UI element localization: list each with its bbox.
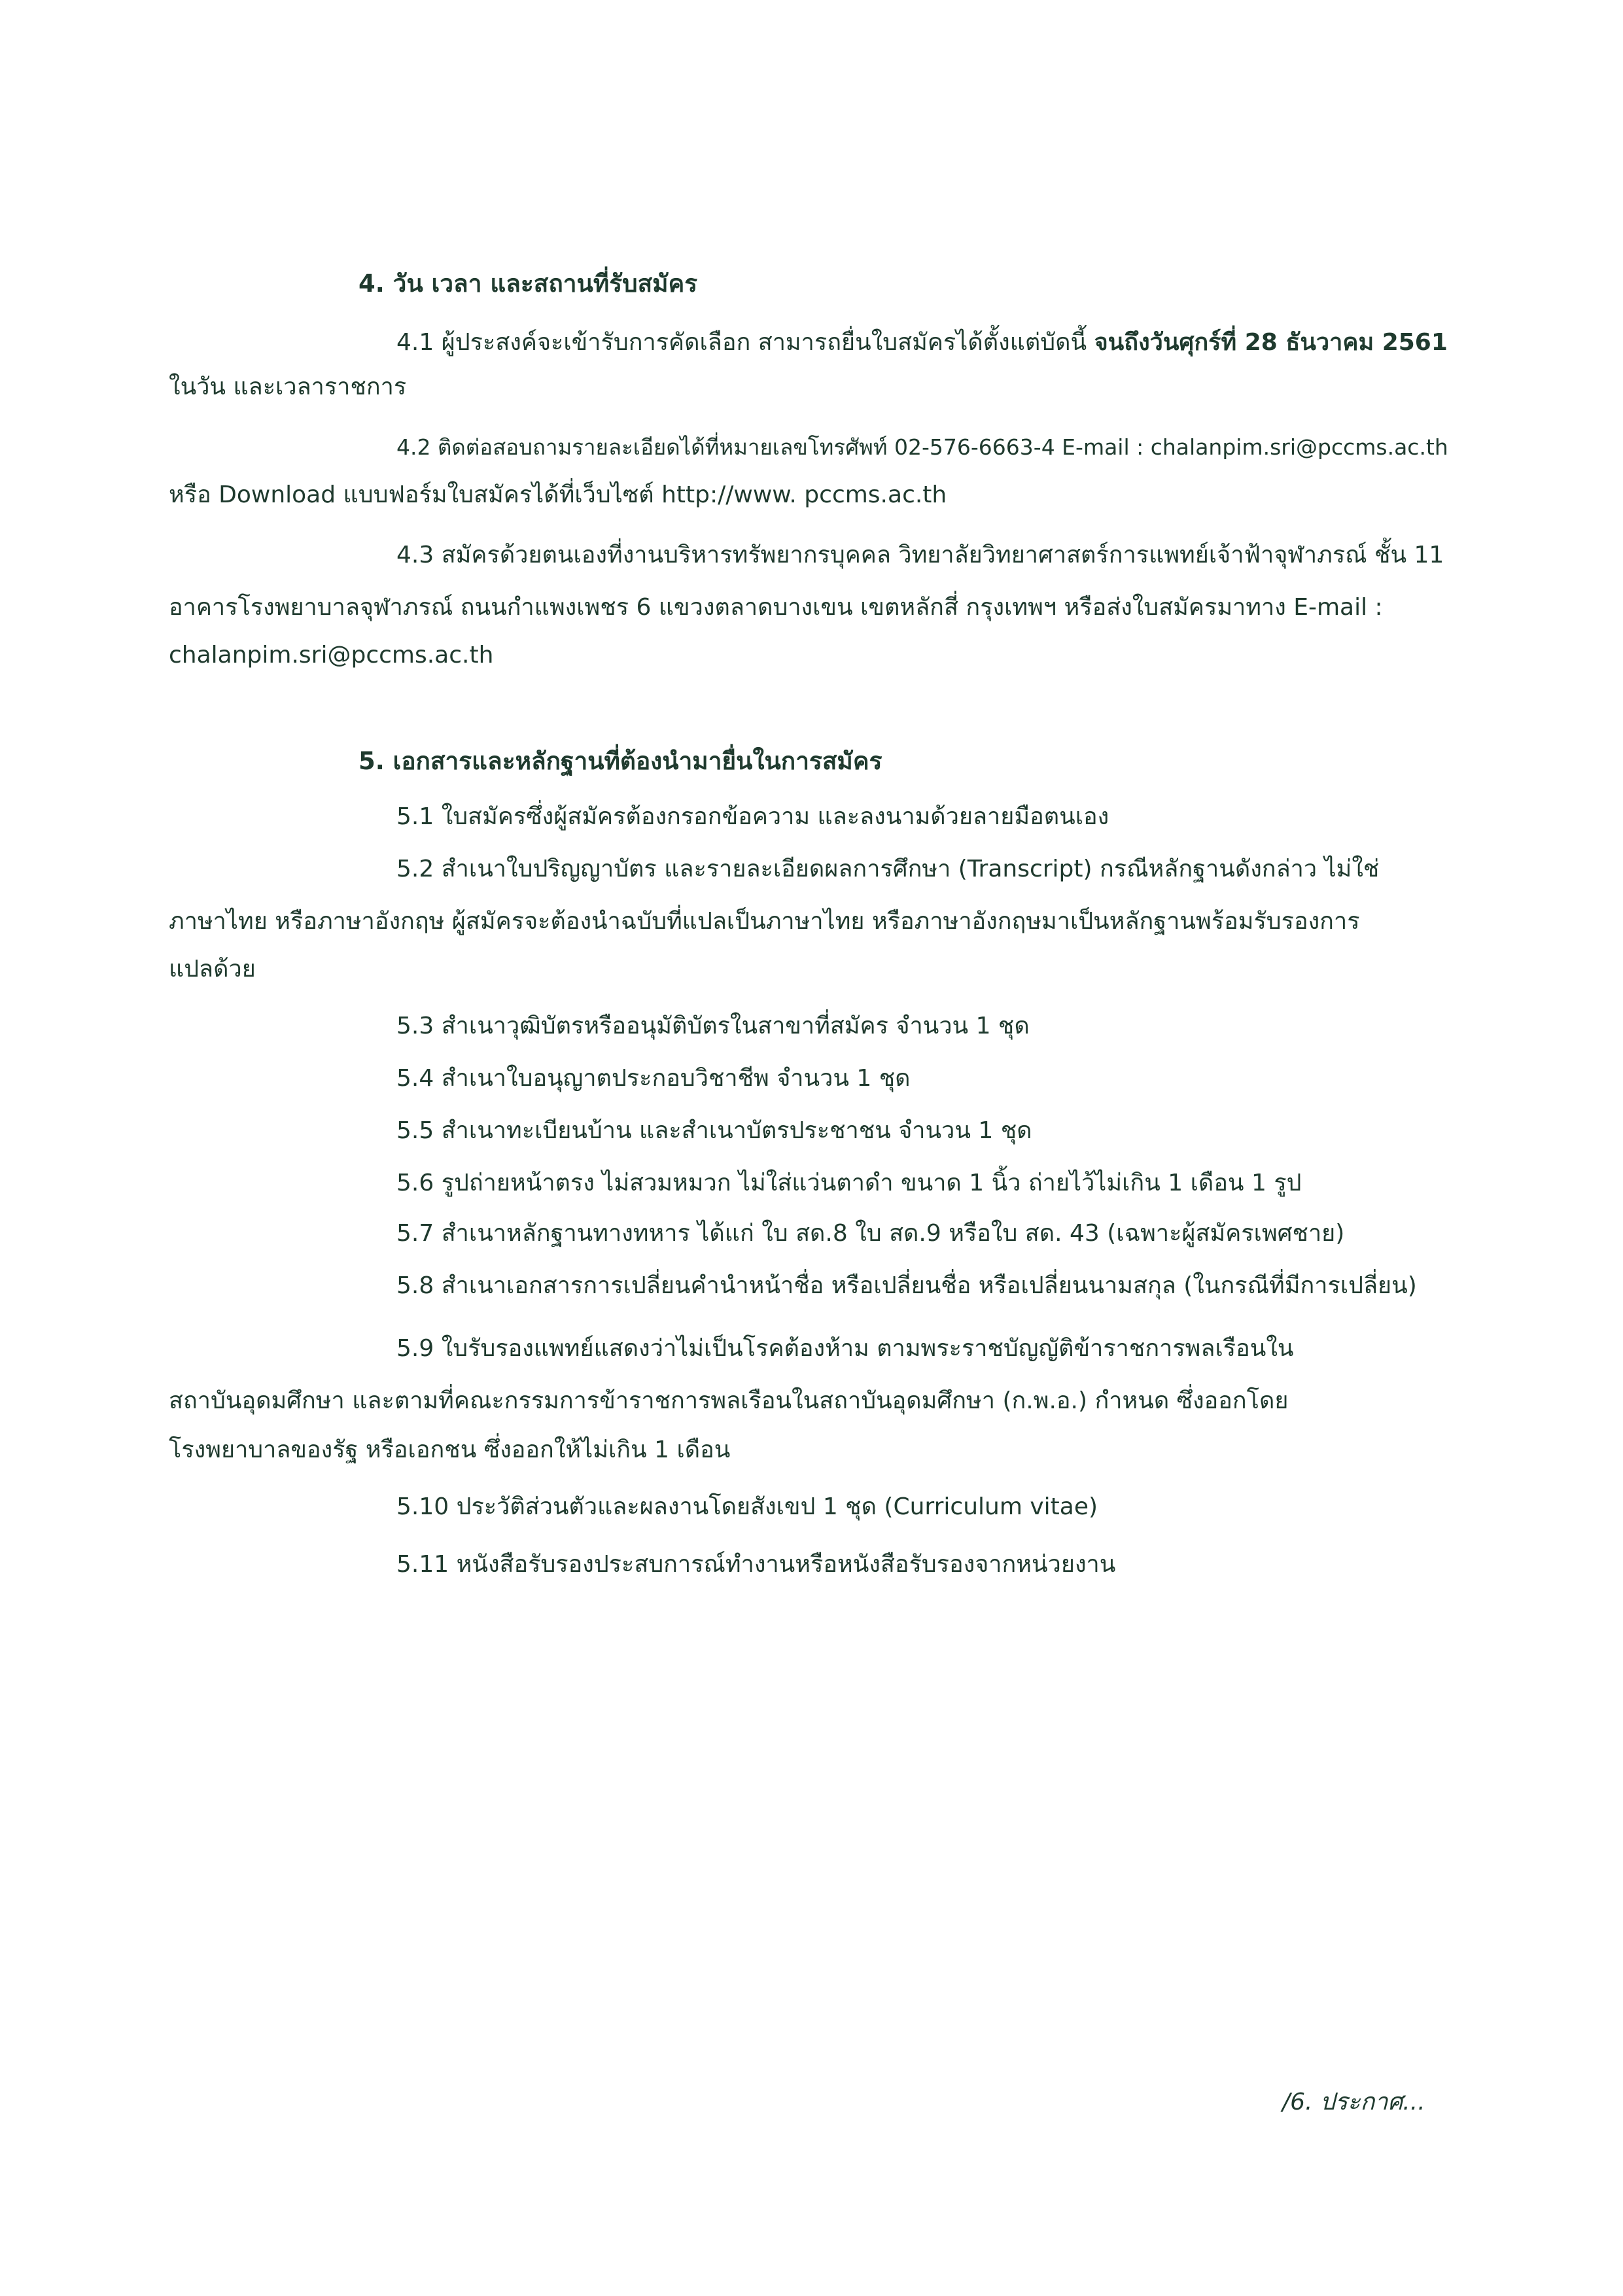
item-5-1: 5.1 ใบสมัครซึ่งผู้สมัครต้องกรอกข้อความ และลงนามด้วยลายมือตนเอง: [396, 803, 1109, 830]
item-4-2-line-1: 4.2 ติดต่อสอบถามรายละเอียดได้ที่หมายเลขโทรศัพท์ 02-576-6663-4 E-mail : chalanpim.sri@pccms.ac.th: [396, 434, 1448, 460]
item-4-1-line-2: ในวัน และเวลาราชการ: [169, 374, 407, 400]
item-4-1-line-1: [396, 327, 1448, 358]
item-4-3-line-2: อาคารโรงพยาบาลจุฬาภรณ์ ถนนกำแพงเพชร 6 แขวงตลาดบางเขน เขตหลักสี่ กรุงเทพฯ หรือส่งใบสมัครมาทาง E-mail :: [169, 594, 1383, 621]
item-5-8: 5.8 สำเนาเอกสารการเปลี่ยนคำนำหน้าชื่อ หรือเปลี่ยนชื่อ หรือเปลี่ยนนามสกุล (ในกรณีที่มีการเปลี่ยน): [396, 1272, 1417, 1299]
item-5-7: 5.7 สำเนาหลักฐานทางทหาร ได้แก่ ใบ สด.8 ใบ สด.9 หรือใบ สด. 43 (เฉพาะผู้สมัครเพศชาย): [396, 1220, 1345, 1247]
section-4-heading: 4. วัน เวลา และสถานที่รับสมัคร: [358, 270, 698, 298]
item-4-3-line-1: 4.3 สมัครด้วยตนเองที่งานบริหารทรัพยากรบุคคล วิทยาลัยวิทยาศาสตร์การแพทย์เจ้าฟ้าจุฬาภรณ์ ชั้น 11: [396, 542, 1444, 568]
item-4-2-line-2: หรือ Download แบบฟอร์มใบสมัครได้ที่เว็บไซต์ http://www. pccms.ac.th: [169, 481, 947, 508]
section-5-heading: 5. เอกสารและหลักฐานที่ต้องนำมายื่นในการสมัคร: [358, 747, 882, 775]
item-5-2-line-3: แปลด้วย: [169, 956, 256, 983]
item-5-2-line-2: ภาษาไทย หรือภาษาอังกฤษ ผู้สมัครจะต้องนำฉบับที่แปลเป็นภาษาไทย หรือภาษาอังกฤษมาเป็นหลักฐานพร้อมรับรองการ: [169, 908, 1360, 935]
item-5-6: 5.6 รูปถ่ายหน้าตรง ไม่สวมหมวก ไม่ใส่แว่นตาดำ ขนาด 1 นิ้ว ถ่ายไว้ไม่เกิน 1 เดือน 1 รูป: [396, 1170, 1302, 1196]
next-page-reference: /6. ประกาศ...: [1282, 2089, 1425, 2115]
item-4-1-deadline: จนถึงวันศุกร์ที่ 28 ธันวาคม 2561: [1094, 329, 1448, 356]
item-5-9-line-3: โรงพยาบาลของรัฐ หรือเอกชน ซึ่งออกให้ไม่เกิน 1 เดือน: [169, 1436, 731, 1463]
item-5-10: 5.10 ประวัติส่วนตัวและผลงานโดยสังเขป 1 ชุด (Curriculum vitae): [396, 1493, 1098, 1520]
item-4-1-text: 4.1 ผู้ประสงค์จะเข้ารับการคัดเลือก สามารถยื่นใบสมัครได้ตั้งแต่บัดนี้: [396, 329, 1094, 356]
item-5-4: 5.4 สำเนาใบอนุญาตประกอบวิชาชีพ จำนวน 1 ชุด: [396, 1065, 911, 1092]
item-5-3: 5.3 สำเนาวุฒิบัตรหรืออนุมัติบัตรในสาขาที่สมัคร จำนวน 1 ชุด: [396, 1013, 1030, 1039]
item-5-5: 5.5 สำเนาทะเบียนบ้าน และสำเนาบัตรประชาชน จำนวน 1 ชุด: [396, 1117, 1032, 1144]
item-5-11: 5.11 หนังสือรับรองประสบการณ์ทำงานหรือหนังสือรับรองจากหน่วยงาน: [396, 1551, 1116, 1578]
item-5-9-line-1: 5.9 ใบรับรองแพทย์แสดงว่าไม่เป็นโรคต้องห้าม ตามพระราชบัญญัติข้าราชการพลเรือนใน: [396, 1335, 1294, 1362]
item-5-9-line-2: สถาบันอุดมศึกษา และตามที่คณะกรรมการข้าราชการพลเรือนในสถาบันอุดมศึกษา (ก.พ.อ.) กำหนด ซึ่งออกโดย: [169, 1387, 1289, 1414]
item-4-3-line-3: chalanpim.sri@pccms.ac.th: [169, 642, 494, 669]
item-5-2-line-1: 5.2 สำเนาใบปริญญาบัตร และรายละเอียดผลการศึกษา (Transcript) กรณีหลักฐานดังกล่าว ไม่ใช่: [396, 856, 1380, 882]
